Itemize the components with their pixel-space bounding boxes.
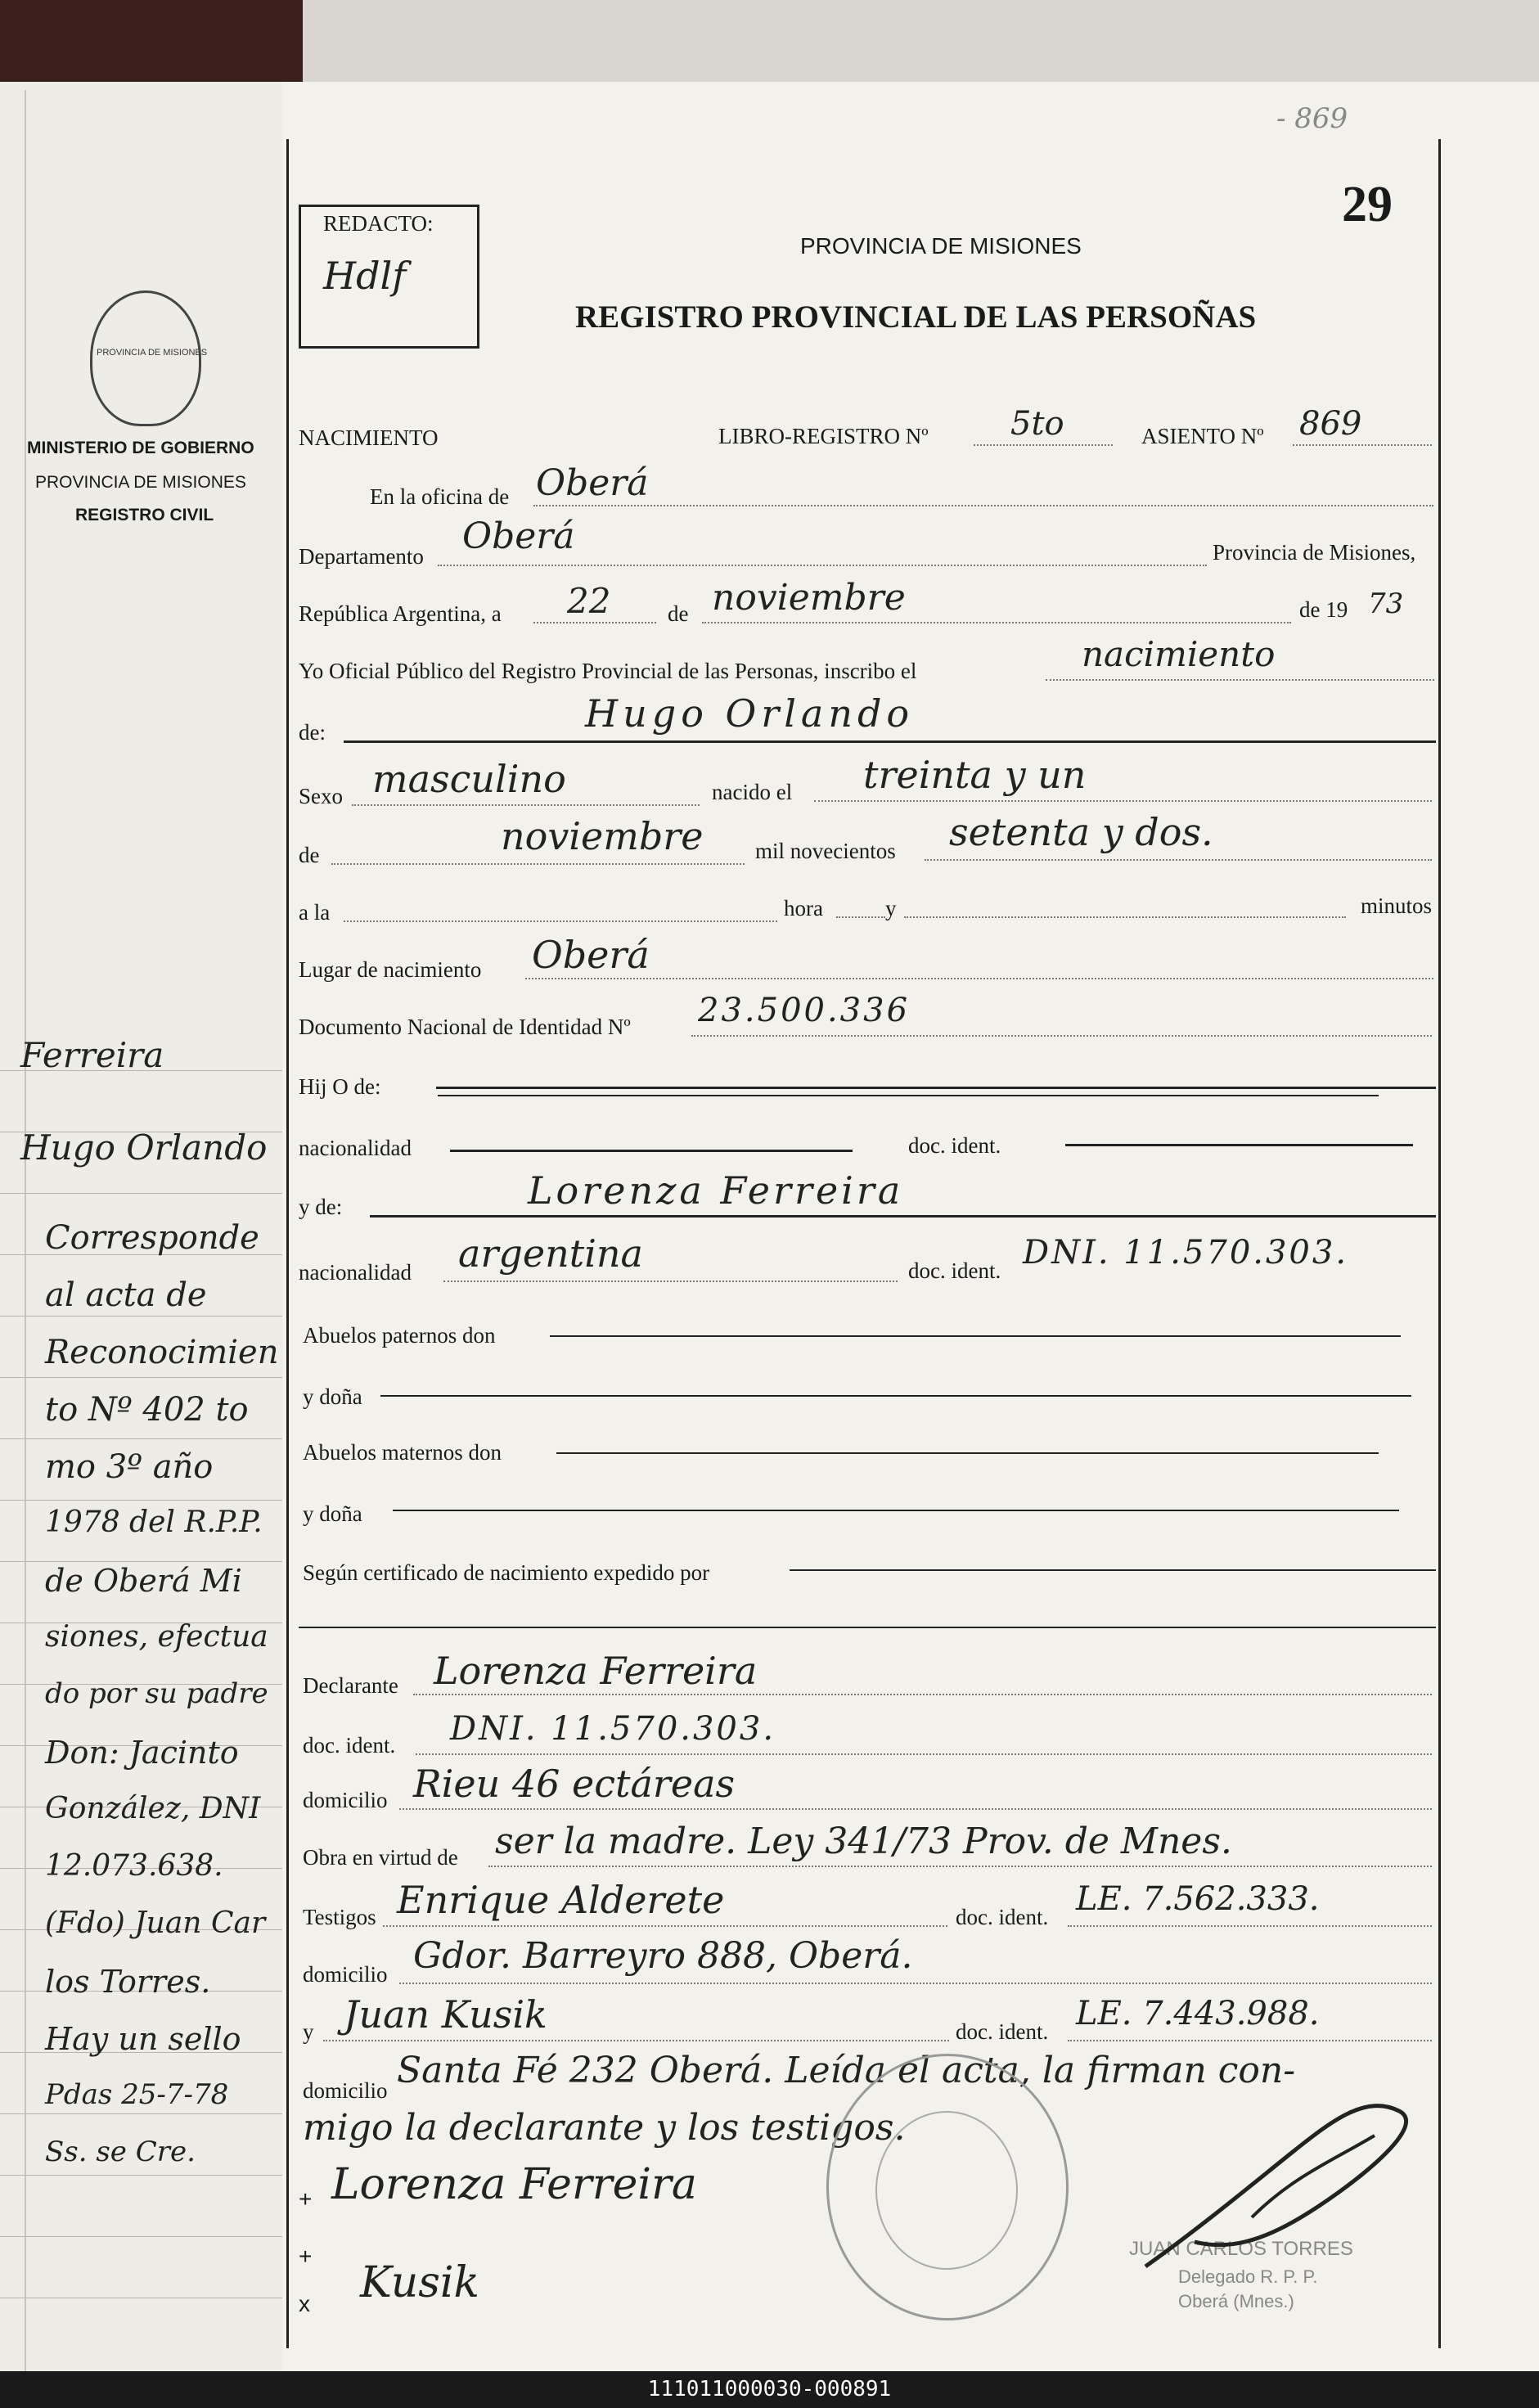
signature-mark-3: x: [299, 2291, 310, 2316]
main-vertical-rule: [286, 139, 289, 2348]
domicilio1-label: domicilio: [303, 1788, 388, 1812]
sexo-value: masculino: [372, 757, 566, 801]
official-stamp-inner: [875, 2111, 1018, 2270]
serial-number: 111011000030-000891: [0, 2371, 1539, 2408]
right-vertical-rule: [1438, 139, 1441, 2348]
ydona1-label: y doña: [303, 1384, 362, 1409]
domicilio1-value: Rieu 46 ectáreas: [413, 1762, 736, 1806]
ministry-line1: MINISTERIO DE GOBIERNO: [27, 439, 254, 457]
docident4-value: LE. 7.562.333.: [1076, 1880, 1320, 1918]
witness-signature: Kusik: [360, 2258, 480, 2307]
province-heading: PROVINCIA DE MISIONES: [800, 233, 1082, 259]
nacimiento-label: NACIMIENTO: [299, 425, 439, 450]
left-border-line: [25, 90, 26, 2373]
republica-label: República Argentina, a: [299, 601, 502, 626]
sexo-label: Sexo: [299, 784, 343, 808]
testigo1-value: Enrique Alderete: [397, 1878, 725, 1922]
page-corner-number: - 869: [1276, 102, 1348, 135]
child-name: Hugo Orlando: [585, 691, 915, 736]
docident2-value: DNI. 11.570.303.: [1023, 1234, 1349, 1272]
redacto-label: REDACTO:: [323, 211, 434, 236]
seal-text: PROVINCIA DE MISIONES: [97, 348, 208, 358]
asiento-value: 869: [1299, 405, 1362, 443]
nacido-value: treinta y un: [863, 753, 1087, 797]
dni-value: 23.500.336: [698, 992, 911, 1029]
ydona2-label: y doña: [303, 1501, 362, 1526]
departamento-label: Departamento: [299, 544, 424, 569]
docident2-label: doc. ident.: [908, 1258, 1001, 1283]
hijo-label: Hij O de:: [299, 1074, 381, 1099]
lugar-value: Oberá: [532, 933, 650, 977]
ministry-line3: REGISTRO CIVIL: [75, 506, 214, 524]
ala-label: a la: [299, 900, 331, 925]
oficina-value: Oberá: [536, 462, 649, 504]
domicilio3-label: domicilio: [303, 2078, 388, 2103]
margin-surname: Ferreira: [20, 1035, 164, 1075]
delegate-title: Delegado R. P. P.: [1178, 2266, 1318, 2287]
y2-label: y: [303, 2019, 314, 2044]
ministry-line2: PROVINCIA DE MISIONES: [35, 473, 246, 492]
dni-label: Documento Nacional de Identidad Nº: [299, 1015, 631, 1039]
redacto-signature: Hdlf: [323, 254, 407, 298]
mother-name: Lorenza Ferreira: [528, 1168, 904, 1213]
birth-month: noviembre: [501, 814, 704, 858]
de-label: de: [668, 601, 689, 626]
nacido-label: nacido el: [712, 780, 793, 804]
domicilio2-label: domicilio: [303, 1962, 388, 1987]
minutos-label: minutos: [1361, 893, 1433, 918]
birth-year: setenta y dos.: [949, 810, 1213, 854]
year-label: de 19: [1299, 597, 1348, 622]
testigos-label: Testigos: [303, 1905, 376, 1929]
departamento-value: Oberá: [462, 515, 575, 557]
nacionalidad2-value: argentina: [458, 1231, 643, 1276]
hora-label: hora: [784, 896, 823, 920]
declarant-signature: Lorenza Ferreira: [331, 2160, 697, 2209]
de2-label: de: [299, 843, 320, 867]
abuelos-maternos-label: Abuelos maternos don: [303, 1440, 502, 1465]
yde-label: y de:: [299, 1195, 343, 1219]
declarante-label: Declarante: [303, 1673, 398, 1698]
segun-label: Según certificado de nacimiento expedido por: [303, 1560, 710, 1585]
y-label: y: [885, 896, 897, 920]
obra-label: Obra en virtud de: [303, 1845, 458, 1870]
signature-mark-1: +: [299, 2186, 313, 2212]
domicilio3-value: Santa Fé 232 Oberá. Leída el acta, la firman con-: [397, 2050, 1296, 2091]
oficina-label: En la oficina de: [370, 484, 510, 509]
docident1-label: doc. ident.: [908, 1133, 1001, 1158]
docident5-label: doc. ident.: [956, 2019, 1049, 2044]
domicilio2-value: Gdor. Barreyro 888, Oberá.: [413, 1935, 913, 1977]
continuation-line: migo la declarante y los testigos.: [303, 2107, 906, 2149]
testigo2-value: Juan Kusik: [344, 1992, 547, 2037]
abuelos-paternos-label: Abuelos paternos don: [303, 1323, 496, 1348]
registry-title: REGISTRO PROVINCIAL DE LAS PERSOÑAS: [575, 299, 1257, 335]
signature-mark-2: +: [299, 2244, 313, 2269]
de-colon-label: de:: [299, 720, 326, 745]
provincia-label: Provincia de Misiones,: [1213, 540, 1416, 565]
libro-label: LIBRO-REGISTRO Nº: [718, 424, 929, 448]
day-value: 22: [567, 581, 611, 621]
page-number: 29: [1342, 177, 1393, 232]
docident5-value: LE. 7.443.988.: [1076, 1995, 1320, 2032]
docident4-label: doc. ident.: [956, 1905, 1049, 1929]
margin-names: Hugo Orlando: [20, 1127, 268, 1168]
nacionalidad2-label: nacionalidad: [299, 1260, 412, 1285]
yo-oficial-label: Yo Oficial Público del Registro Provincial de las Personas, inscribo el: [299, 659, 917, 683]
docident3-value: DNI. 11.570.303.: [450, 1710, 776, 1748]
delegate-name: JUAN CARLOS TORRES: [1129, 2238, 1353, 2260]
nacionalidad1-label: nacionalidad: [299, 1136, 412, 1160]
mil-label: mil novecientos: [755, 839, 896, 863]
docident3-label: doc. ident.: [303, 1733, 396, 1758]
official-signature-icon: [1129, 2078, 1424, 2283]
year-value: 73: [1368, 587, 1404, 620]
asiento-label: ASIENTO Nº: [1141, 424, 1264, 448]
delegate-location: Oberá (Mnes.): [1178, 2291, 1294, 2311]
libro-value: 5to: [1010, 405, 1064, 443]
declarante-value: Lorenza Ferreira: [434, 1649, 758, 1693]
inscribo-value: nacimiento: [1082, 634, 1276, 674]
obra-value: ser la madre. Ley 341/73 Prov. de Mnes.: [495, 1821, 1232, 1862]
month-value: noviembre: [712, 577, 906, 619]
lugar-label: Lugar de nacimiento: [299, 957, 482, 982]
ministry-seal-icon: [90, 290, 201, 426]
